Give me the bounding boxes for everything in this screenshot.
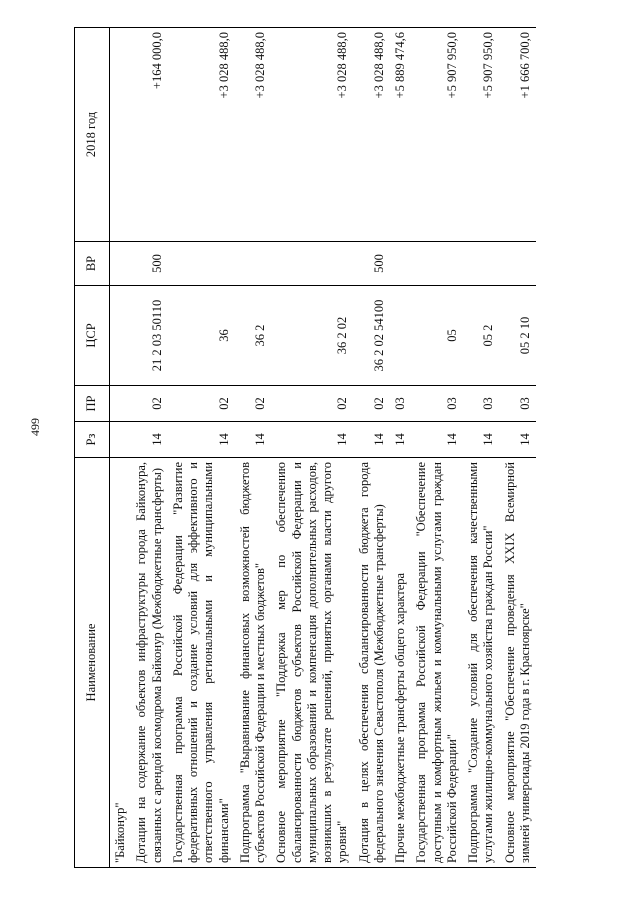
row-pr: 02 (271, 386, 353, 422)
row-rz: 14 (463, 422, 500, 458)
row-vr (168, 242, 235, 286)
row-pr: 02 (235, 386, 272, 422)
row-csr (390, 286, 411, 386)
row-amount (110, 28, 132, 242)
row-rz: 14 (390, 422, 411, 458)
row-name: Государственная программа Российской Федерации "Обеспечение доступным и комфортным жильем и коммунальными услугами граждан Российской Федерации" (411, 458, 463, 868)
row-vr: 500 (131, 242, 168, 286)
row-csr: 05 2 10 (500, 286, 537, 386)
row-csr: 21 2 03 50110 (131, 286, 168, 386)
row-rz: 14 (168, 422, 235, 458)
row-amount: +3 028 488,0 (235, 28, 272, 242)
table-row (390, 28, 411, 868)
row-pr: 03 (463, 386, 500, 422)
row-csr: 36 2 02 (271, 286, 353, 386)
row-amount: +3 028 488,0 (271, 28, 353, 242)
row-csr: 36 2 (235, 286, 272, 386)
row-name: Основное мероприятие "Обеспечение проведения XXIX Всемирной зимней универсиады 2019 года в г. Красноярске" (500, 458, 537, 868)
row-name: Дотация в целях обеспечения сбалансированности бюджета города федерального значения Севастополя (Межбюджетные трансферты) (354, 458, 391, 868)
row-amount: +5 889 474,6 (390, 28, 411, 242)
table-row (463, 28, 500, 868)
row-vr: 500 (354, 242, 391, 286)
row-name: Основное мероприятие "Поддержка мер по обеспечению сбалансированности бюджетов субъектов Российской Федерации и муниципальных образований и компенсация дополнительных расходов, возникших в результате решений, принятых органами власти другого уровня" (271, 458, 353, 868)
table-row (500, 28, 537, 868)
row-name: Дотации на содержание объектов инфраструктуры города Байконура, связанных с арендой космодрома Байконур (Межбюджетные трансферты) (131, 458, 168, 868)
row-name: Прочие межбюджетные трансферты общего характера (390, 458, 411, 868)
row-name: Государственная программа Российской Федерации "Развитие федеративных отношений и создание условий для эффективного и ответственного управления региональными и муниципальными финансами" (168, 458, 235, 868)
header-vr: ВР (75, 242, 110, 286)
header-rz: Рз (75, 422, 110, 458)
table-row (271, 28, 353, 868)
row-name: Подпрограмма "Создание условий для обеспечения качественными услугами жилищно-коммунального хозяйства граждан России" (463, 458, 500, 868)
row-name: "Байконур" (110, 458, 132, 868)
row-vr (271, 242, 353, 286)
table-row (131, 28, 168, 868)
row-rz: 14 (131, 422, 168, 458)
row-vr (110, 242, 132, 286)
row-csr: 36 (168, 286, 235, 386)
row-rz: 14 (271, 422, 353, 458)
header-pr: ПР (75, 386, 110, 422)
row-pr: 02 (131, 386, 168, 422)
row-amount: +5 907 950,0 (463, 28, 500, 242)
row-pr: 02 (354, 386, 391, 422)
row-vr (235, 242, 272, 286)
row-vr (500, 242, 537, 286)
header-year: 2018 год (75, 28, 110, 242)
header-name: Наименование (75, 458, 110, 868)
table-row (110, 28, 132, 868)
row-csr: 36 2 02 54100 (354, 286, 391, 386)
row-rz: 14 (235, 422, 272, 458)
row-pr: 02 (168, 386, 235, 422)
row-rz: 14 (354, 422, 391, 458)
row-name: Подпрограмма "Выравнивание финансовых возможностей бюджетов субъектов Российской Федерации и местных бюджетов" (235, 458, 272, 868)
row-csr: 05 2 (463, 286, 500, 386)
table-row (168, 28, 235, 868)
table-row (235, 28, 272, 868)
header-csr: ЦСР (75, 286, 110, 386)
row-csr: 05 (411, 286, 463, 386)
row-amount: +3 028 488,0 (354, 28, 391, 242)
row-vr (390, 242, 411, 286)
table-header-row (75, 28, 110, 868)
row-pr: 03 (411, 386, 463, 422)
budget-table (74, 27, 536, 868)
row-rz: 14 (500, 422, 537, 458)
row-amount: +1 666 700,0 (500, 28, 537, 242)
row-amount: +5 907 950,0 (411, 28, 463, 242)
budget-table-wrapper (74, 28, 590, 868)
row-rz (110, 422, 132, 458)
row-vr (411, 242, 463, 286)
table-row (354, 28, 391, 868)
row-csr (110, 286, 132, 386)
row-amount: +3 028 488,0 (168, 28, 235, 242)
page-number: 499 (28, 418, 42, 436)
row-rz: 14 (411, 422, 463, 458)
row-pr (110, 386, 132, 422)
table-row (411, 28, 463, 868)
row-vr (463, 242, 500, 286)
row-pr: 03 (500, 386, 537, 422)
row-amount: +164 000,0 (131, 28, 168, 242)
row-pr: 03 (390, 386, 411, 422)
